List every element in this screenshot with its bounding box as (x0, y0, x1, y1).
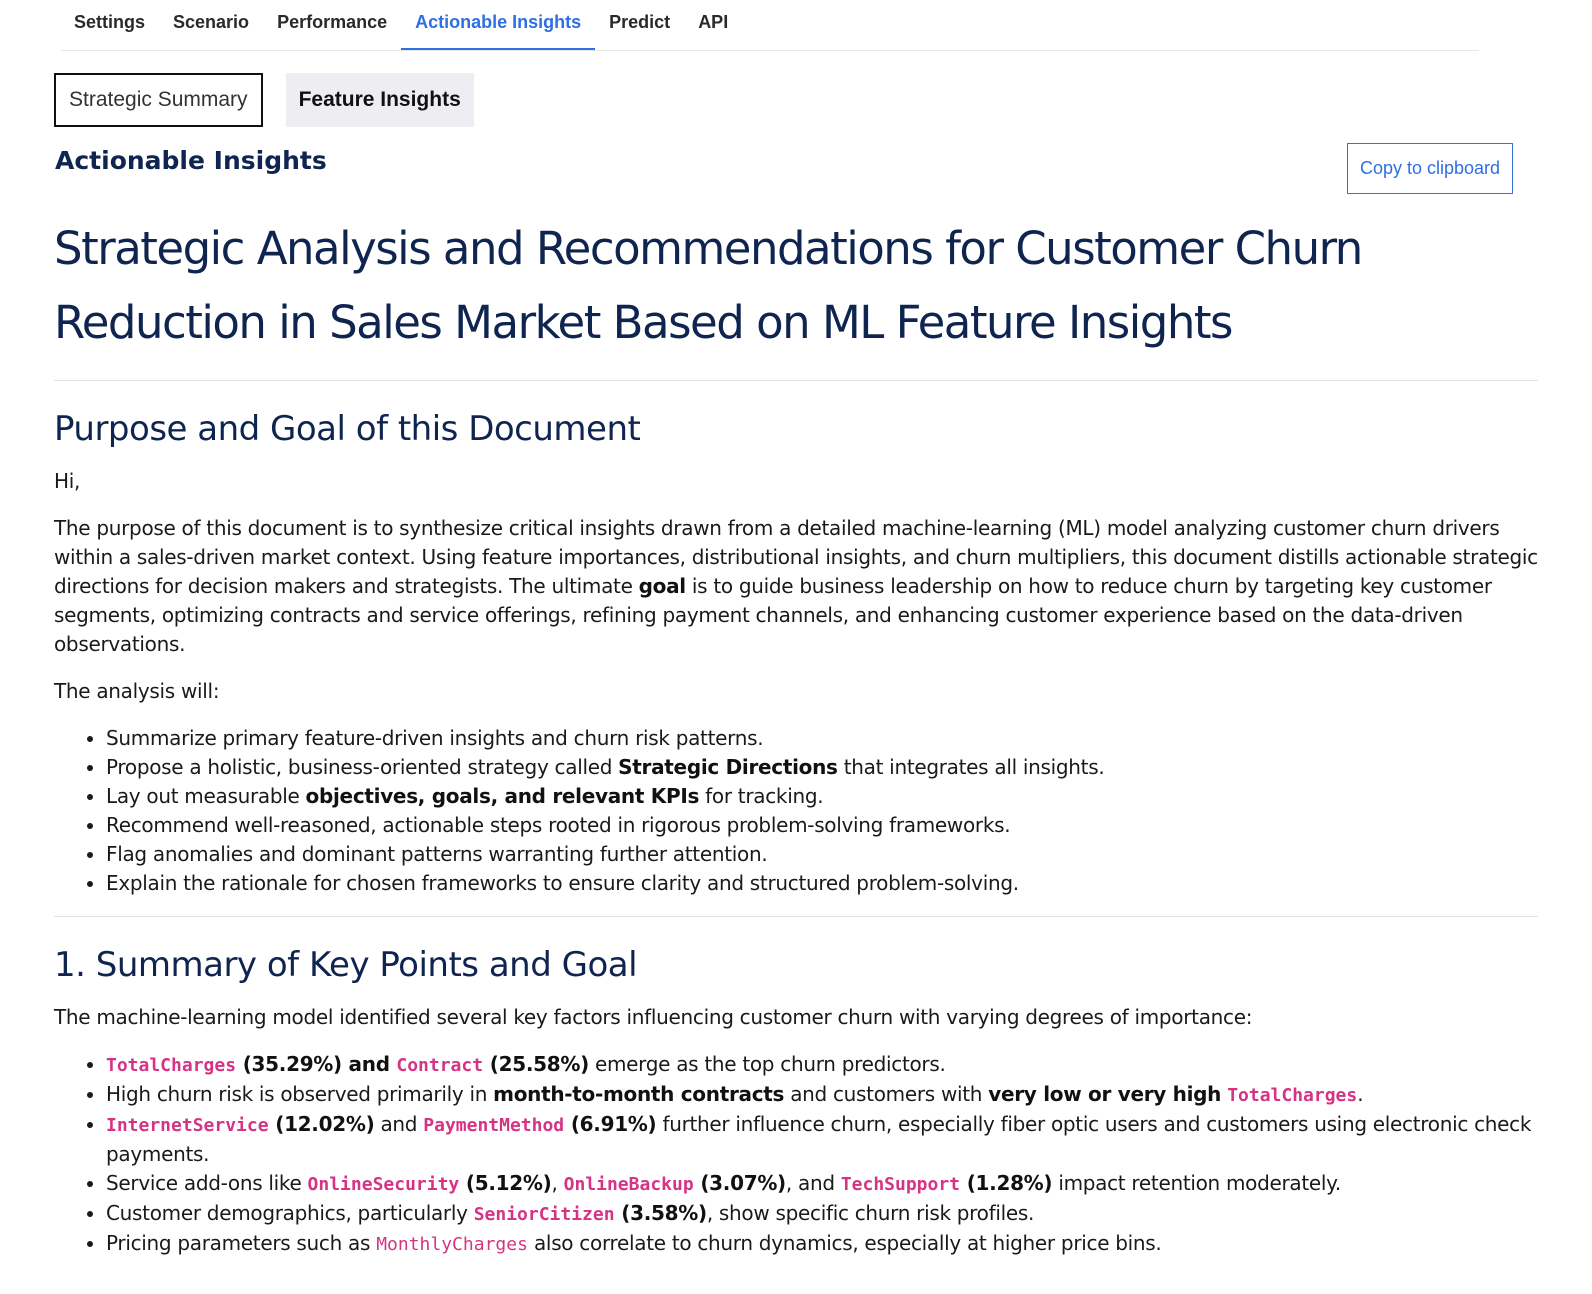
list-item: • Flag anomalies and dominant patterns warranting further attention. (106, 840, 1538, 869)
list-item: • Summarize primary feature-driven insights and churn risk patterns. (106, 724, 1538, 753)
list-item: • Service add-ons like OnlineSecurity (5.12%), OnlineBackup (3.07%), and TechSupport (1.28%) impact retention moderately. (106, 1169, 1538, 1199)
list-item: • Pricing parameters such as MonthlyCharges also correlate to churn dynamics, especially at higher price bins. (106, 1229, 1538, 1259)
divider (54, 916, 1538, 917)
subtab-feature-insights[interactable]: Feature Insights (286, 73, 474, 127)
greeting: Hi, (54, 469, 81, 493)
list-item: • Lay out measurable objectives, goals, and relevant KPIs for tracking. (106, 782, 1538, 811)
list-item: • Customer demographics, particularly SeniorCitizen (3.58%), show specific churn risk profiles. (106, 1199, 1538, 1229)
list-item: • High churn risk is observed primarily in month-to-month contracts and customers with very low or very high TotalCharges. (106, 1080, 1538, 1110)
tab-predict[interactable]: Predict (609, 12, 671, 32)
copy-to-clipboard-button[interactable]: Copy to clipboard (1347, 143, 1513, 194)
subtab-bar (54, 73, 474, 127)
analysis-list (54, 724, 1538, 898)
purpose-heading: Purpose and Goal of this Document (54, 409, 641, 449)
key-points-list (54, 1050, 1538, 1259)
tab-scenario[interactable]: Scenario (173, 12, 250, 32)
tab-actionable-insights[interactable]: Actionable Insights (401, 0, 595, 50)
tab-performance[interactable]: Performance (277, 12, 388, 32)
summary-intro: The machine-learning model identified several key factors influencing customer churn with varying degrees of importance: (54, 1005, 1253, 1029)
top-nav (61, 0, 1479, 51)
list-item: • Recommend well-reasoned, actionable steps rooted in rigorous problem-solving frameworks. (106, 811, 1538, 840)
list-item: • Explain the rationale for chosen frameworks to ensure clarity and structured problem-solving. (106, 869, 1538, 898)
summary-heading: 1. Summary of Key Points and Goal (54, 945, 638, 985)
subtab-strategic-summary[interactable]: Strategic Summary (54, 73, 263, 127)
list-item: • Propose a holistic, business-oriented strategy called Strategic Directions that integrates all insights. (106, 753, 1538, 782)
document-title: Strategic Analysis and Recommendations for Customer Churn Reduction in Sales Market Based on ML Feature Insights (54, 222, 1362, 349)
list-item: • InternetService (12.02%) and PaymentMethod (6.91%) further influence churn, especially fiber optic users and customers using electronic check payments. (106, 1110, 1538, 1169)
tab-settings[interactable]: Settings (74, 12, 146, 32)
document-content (54, 210, 1538, 1259)
divider (54, 380, 1538, 381)
list-item: • TotalCharges (35.29%) and Contract (25.58%) emerge as the top churn predictors. (106, 1050, 1538, 1080)
section-label: Actionable Insights (55, 146, 327, 175)
analysis-intro: The analysis will: (54, 679, 220, 703)
tab-api[interactable]: API (698, 12, 729, 32)
purpose-paragraph: The purpose of this document is to synthesize critical insights drawn from a detailed machine-learning (ML) model analyzing customer churn drivers within a sales-driven market context. Using feature importances, distributional insights, and churn multipliers, this document distills actionable strategic directions for decision makers and strategists. The ultimate goal is to guide business leadership on how to reduce churn by targeting key customer segments, optimizing contracts and service offerings, refining payment channels, and enhancing customer experience based on the data-driven observations. (54, 516, 1538, 656)
